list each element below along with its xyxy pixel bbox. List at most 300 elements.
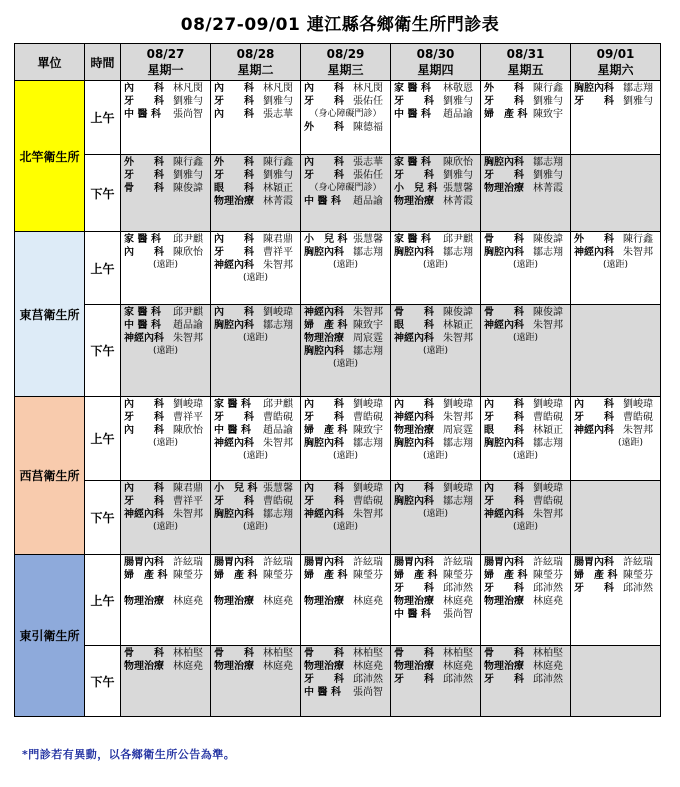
clinic-entry — [124, 569, 207, 582]
doctor-name: 劉峻瑋 — [173, 399, 203, 410]
doctor-name: 林庭堯 — [173, 661, 203, 672]
doctor-name: 張志華 — [353, 157, 383, 168]
day-header-0827 — [121, 44, 211, 81]
clinic-entry — [484, 569, 567, 582]
department: 家 醫 科 — [394, 83, 431, 94]
unit-name: 北竿衛生所 — [15, 81, 85, 232]
clinic-entry — [214, 569, 297, 582]
department: 胸腔內科 — [574, 83, 614, 94]
clinic-entry — [484, 182, 567, 195]
schedule-cell — [211, 81, 301, 155]
department: 神經內科 — [304, 307, 344, 318]
department: 小 兒 科 — [214, 483, 258, 494]
department: 物理治療 — [214, 661, 254, 672]
department: 牙 科 — [484, 674, 524, 685]
clinic-entry — [304, 673, 387, 686]
schedule-cell — [301, 305, 391, 397]
schedule-cell — [211, 232, 301, 305]
day-date: 08/29 — [326, 47, 365, 61]
schedule-row-xiju-am — [15, 397, 661, 481]
clinic-entry — [214, 195, 297, 208]
clinic-entry — [214, 424, 297, 437]
department: 婦 產 科 — [484, 570, 528, 581]
department: 腸胃內科 — [574, 557, 614, 568]
schedule-cell — [301, 155, 391, 232]
clinic-entry — [394, 156, 477, 169]
department: 牙 科 — [484, 96, 524, 107]
schedule-cell — [121, 155, 211, 232]
schedule-cell — [481, 81, 571, 155]
schedule-cell — [391, 155, 481, 232]
doctor-name: 張慧馨 — [443, 183, 473, 194]
department: 神經內科 — [214, 438, 254, 449]
clinic-entry — [484, 556, 567, 569]
doctor-name: 邱沛然 — [533, 674, 563, 685]
department: 物理治療 — [304, 596, 344, 607]
clinic-entry — [124, 495, 207, 508]
clinic-entry — [394, 95, 477, 108]
doctor-name: 陳瑩芬 — [353, 570, 383, 581]
clinic-entry — [214, 306, 297, 319]
clinic-entry — [304, 569, 387, 582]
unit-column-header: 單位 — [15, 44, 85, 81]
department: 外 科 — [304, 122, 344, 133]
department: 牙 科 — [214, 247, 254, 258]
schedule-cell — [481, 232, 571, 305]
day-date: 08/27 — [146, 47, 185, 61]
department: 內 科 — [214, 109, 254, 120]
department: 婦 產 科 — [484, 109, 528, 120]
period-morning: 上午 — [85, 555, 121, 646]
doctor-name: 林柏堅 — [263, 648, 293, 659]
clinic-entry — [394, 673, 477, 686]
department: 物理治療 — [124, 661, 164, 672]
clinic-entry — [304, 482, 387, 495]
clinic-entry — [484, 233, 567, 246]
doctor-name: 張志華 — [263, 109, 293, 120]
clinic-note: （身心障礙門診） — [309, 109, 382, 119]
clinic-entry — [124, 156, 207, 169]
schedule-cell — [391, 232, 481, 305]
day-weekday: 星期六 — [597, 63, 634, 77]
doctor-name: 曹皓硯 — [533, 496, 563, 507]
doctor-name: 周宸霆 — [443, 425, 473, 436]
clinic-entry — [394, 482, 477, 495]
doctor-name: 陳行鑫 — [533, 83, 563, 94]
clinic-entry — [214, 82, 297, 95]
clinic-entry — [484, 169, 567, 182]
clinic-entry — [394, 495, 477, 508]
doctor-name: 陳致宇 — [533, 109, 563, 120]
department: 骨 科 — [484, 307, 524, 318]
department: 外 科 — [124, 157, 164, 168]
schedule-row-dongyin-pm — [15, 646, 661, 717]
day-header-0901 — [571, 44, 661, 81]
clinic-entry — [574, 582, 657, 595]
schedule-cell — [481, 155, 571, 232]
department: 牙 科 — [304, 170, 344, 181]
clinic-note: (遠距) — [332, 522, 359, 532]
schedule-cell — [121, 397, 211, 481]
schedule-row-dongju-pm — [15, 305, 661, 397]
schedule-cell — [121, 305, 211, 397]
doctor-name: 朱智邦 — [443, 412, 473, 423]
clinic-note: (遠距) — [152, 260, 179, 270]
doctor-name: 陳瑩芬 — [623, 570, 653, 581]
doctor-name: 曹祥平 — [173, 412, 203, 423]
schedule-cell — [121, 481, 211, 555]
doctor-name: 劉雅勻 — [623, 96, 653, 107]
department: 物理治療 — [484, 183, 524, 194]
clinic-entry — [394, 108, 477, 121]
schedule-cell — [391, 555, 481, 646]
department: 牙 科 — [124, 96, 164, 107]
doctor-name: 趙品諭 — [263, 425, 293, 436]
department: 神經內科 — [124, 509, 164, 520]
doctor-name: 許絃瑞 — [533, 557, 563, 568]
schedule-cell — [391, 81, 481, 155]
department: 牙 科 — [214, 496, 254, 507]
department: 腸胃內科 — [484, 557, 524, 568]
department: 婦 產 科 — [304, 320, 348, 331]
clinic-note: (遠距) — [152, 438, 179, 448]
clinic-entry — [124, 319, 207, 332]
doctor-name: 劉雅勻 — [443, 170, 473, 181]
department: 腸胃內科 — [304, 557, 344, 568]
department: 腸胃內科 — [214, 557, 254, 568]
clinic-entry — [484, 482, 567, 495]
department: 物理治療 — [304, 661, 344, 672]
doctor-name: 鄒志翔 — [533, 157, 563, 168]
clinic-note: (遠距) — [332, 451, 359, 461]
department: 中 醫 科 — [394, 109, 431, 120]
department: 骨 科 — [394, 307, 434, 318]
department: 神經內科 — [214, 260, 254, 271]
clinic-entry — [214, 582, 297, 595]
schedule-cell — [391, 481, 481, 555]
clinic-entry — [574, 424, 657, 437]
doctor-name: 林柏堅 — [533, 648, 563, 659]
department: 物理治療 — [394, 661, 434, 672]
clinic-entry — [484, 495, 567, 508]
clinic-entry — [304, 306, 387, 319]
doctor-name: 林庭堯 — [263, 661, 293, 672]
department: 物理治療 — [304, 333, 344, 344]
doctor-name: 鄒志翔 — [533, 438, 563, 449]
doctor-name: 朱智邦 — [173, 333, 203, 344]
clinic-entry — [484, 156, 567, 169]
doctor-name: 邱尹麒 — [173, 234, 203, 245]
day-date: 09/01 — [596, 47, 635, 61]
schedule-cell — [571, 397, 661, 481]
doctor-name: 陳俊諱 — [173, 183, 203, 194]
schedule-cell — [571, 305, 661, 397]
clinic-note: (遠距) — [422, 509, 449, 519]
clinic-entry — [304, 508, 387, 521]
department: 內 科 — [304, 83, 344, 94]
period-afternoon: 下午 — [85, 646, 121, 717]
schedule-row-beigan-pm — [15, 155, 661, 232]
clinic-entry — [394, 306, 477, 319]
clinic-entry — [304, 121, 387, 134]
department: 神經內科 — [484, 320, 524, 331]
clinic-entry — [304, 437, 387, 450]
department: 內 科 — [214, 234, 254, 245]
doctor-name: 許絃瑞 — [623, 557, 653, 568]
clinic-entry — [484, 95, 567, 108]
department: 內 科 — [214, 307, 254, 318]
clinic-note: (遠距) — [422, 260, 449, 270]
clinic-entry — [304, 582, 387, 595]
department: 神經內科 — [304, 509, 344, 520]
clinic-entry — [484, 582, 567, 595]
department: 物理治療 — [394, 196, 434, 207]
department: 胸腔內科 — [304, 438, 344, 449]
doctor-name: 邱沛然 — [533, 583, 563, 594]
clinic-entry — [304, 332, 387, 345]
doctor-name: 鄒志翔 — [443, 438, 473, 449]
doctor-name: 張佑任 — [353, 96, 383, 107]
clinic-entry — [304, 411, 387, 424]
department: 牙 科 — [124, 412, 164, 423]
doctor-name: 鄒志翔 — [533, 247, 563, 258]
clinic-entry — [214, 398, 297, 411]
footnote: *門診若有異動，以各鄉衛生所公告為準。 — [22, 748, 236, 761]
department: 牙 科 — [304, 96, 344, 107]
department: 中 醫 科 — [304, 687, 341, 698]
clinic-entry — [304, 169, 387, 182]
schedule-cell — [571, 555, 661, 646]
doctor-name: 鄒志翔 — [443, 247, 473, 258]
doctor-name: 鄒志翔 — [443, 496, 473, 507]
doctor-name: 劉雅勻 — [263, 96, 293, 107]
schedule-cell — [211, 397, 301, 481]
clinic-entry — [304, 233, 387, 246]
clinic-entry — [304, 246, 387, 259]
doctor-name: 張慧馨 — [263, 483, 293, 494]
department: 骨 科 — [484, 648, 524, 659]
clinic-entry — [394, 608, 477, 621]
doctor-name: 朱智邦 — [533, 509, 563, 520]
clinic-entry — [484, 108, 567, 121]
schedule-cell — [121, 555, 211, 646]
schedule-cell — [211, 481, 301, 555]
schedule-cell — [571, 481, 661, 555]
doctor-name: 許絃瑞 — [353, 557, 383, 568]
department: 內 科 — [484, 483, 524, 494]
department: 牙 科 — [304, 496, 344, 507]
department: 外 科 — [214, 157, 254, 168]
department: 婦 產 科 — [214, 570, 258, 581]
doctor-name: 朱智邦 — [263, 260, 293, 271]
clinic-entry — [304, 686, 387, 699]
clinic-entry — [214, 437, 297, 450]
clinic-entry — [214, 482, 297, 495]
clinic-note: (遠距) — [512, 451, 539, 461]
schedule-cell — [301, 646, 391, 717]
department: 胸腔內科 — [304, 346, 344, 357]
clinic-entry — [484, 424, 567, 437]
department: 牙 科 — [304, 674, 344, 685]
doctor-name: 趙品諭 — [173, 320, 203, 331]
clinic-entry — [304, 82, 387, 95]
doctor-name: 朱智邦 — [353, 509, 383, 520]
schedule-cell — [211, 155, 301, 232]
department: 中 醫 科 — [124, 109, 161, 120]
doctor-name: 林庭堯 — [443, 661, 473, 672]
department: 眼 科 — [394, 320, 434, 331]
doctor-name: 朱智邦 — [353, 307, 383, 318]
clinic-entry — [124, 169, 207, 182]
day-weekday: 星期一 — [147, 63, 184, 77]
doctor-name: 林庭堯 — [533, 596, 563, 607]
clinic-entry — [214, 508, 297, 521]
doctor-name: 許絃瑞 — [443, 557, 473, 568]
clinic-entry — [214, 647, 297, 660]
clinic-note: (遠距) — [422, 346, 449, 356]
doctor-name: 陳行鑫 — [623, 234, 653, 245]
department: 家 醫 科 — [124, 307, 161, 318]
clinic-entry — [304, 647, 387, 660]
clinic-entry — [394, 319, 477, 332]
clinic-entry — [574, 233, 657, 246]
clinic-entry — [124, 246, 207, 259]
doctor-name: 林庭堯 — [533, 661, 563, 672]
doctor-name: 邱沛然 — [623, 583, 653, 594]
doctor-name: 周宸霆 — [353, 333, 383, 344]
clinic-entry — [124, 82, 207, 95]
department: 婦 產 科 — [574, 570, 618, 581]
clinic-entry — [304, 319, 387, 332]
doctor-name: 劉雅勻 — [533, 96, 563, 107]
department: 牙 科 — [214, 96, 254, 107]
clinic-entry — [394, 169, 477, 182]
doctor-name: 陳致宇 — [353, 425, 383, 436]
doctor-name: 陳瑩芬 — [173, 570, 203, 581]
doctor-name: 林菁霞 — [443, 196, 473, 207]
period-morning: 上午 — [85, 232, 121, 305]
doctor-name: 劉雅勻 — [173, 96, 203, 107]
clinic-entry — [394, 195, 477, 208]
clinic-entry — [394, 437, 477, 450]
department: 牙 科 — [124, 496, 164, 507]
clinic-entry — [574, 95, 657, 108]
doctor-name: 林柏堅 — [443, 648, 473, 659]
department: 家 醫 科 — [394, 234, 431, 245]
schedule-cell — [571, 155, 661, 232]
department: 婦 產 科 — [304, 570, 348, 581]
department: 物理治療 — [394, 425, 434, 436]
department: 骨 科 — [124, 648, 164, 659]
schedule-cell — [211, 555, 301, 646]
department: 骨 科 — [124, 183, 164, 194]
department: 內 科 — [394, 399, 434, 410]
department: 家 醫 科 — [394, 157, 431, 168]
doctor-name: 曹皓硯 — [353, 496, 383, 507]
doctor-name: 鄒志翔 — [263, 509, 293, 520]
doctor-name: 鄒志翔 — [353, 438, 383, 449]
clinic-entry — [394, 182, 477, 195]
clinic-entry — [124, 108, 207, 121]
clinic-note: (遠距) — [152, 346, 179, 356]
clinic-entry — [484, 508, 567, 521]
clinic-entry — [214, 495, 297, 508]
schedule-cell — [121, 81, 211, 155]
department: 胸腔內科 — [304, 247, 344, 258]
doctor-name: 鄒志翔 — [353, 346, 383, 357]
clinic-entry — [394, 424, 477, 437]
doctor-name: 陳瑩芬 — [263, 570, 293, 581]
clinic-entry — [124, 508, 207, 521]
day-date: 08/30 — [416, 47, 455, 61]
doctor-name: 林柏堅 — [353, 648, 383, 659]
doctor-name: 張慧馨 — [353, 234, 383, 245]
doctor-name: 邱沛然 — [443, 583, 473, 594]
doctor-name: 曹祥平 — [263, 247, 293, 258]
schedule-cell — [121, 646, 211, 717]
department: 牙 科 — [574, 583, 614, 594]
clinic-entry — [574, 82, 657, 95]
department: 牙 科 — [394, 96, 434, 107]
clinic-note: （身心障礙門診） — [309, 183, 382, 193]
clinic-entry — [214, 411, 297, 424]
department: 婦 產 科 — [304, 425, 348, 436]
clinic-entry — [214, 595, 297, 608]
clinic-note: (遠距) — [152, 522, 179, 532]
doctor-name: 林敬恩 — [443, 83, 473, 94]
clinic-entry — [304, 595, 387, 608]
doctor-name: 劉峻瑋 — [353, 483, 383, 494]
clinic-entry — [574, 411, 657, 424]
clinic-entry — [304, 345, 387, 358]
clinic-entry — [304, 556, 387, 569]
clinic-note: (遠距) — [617, 438, 643, 448]
clinic-entry — [394, 582, 477, 595]
schedule-cell — [301, 397, 391, 481]
doctor-name: 林庭堯 — [353, 596, 383, 607]
department: 神經內科 — [124, 333, 164, 344]
clinic-note: (遠距) — [602, 260, 629, 270]
doctor-name: 陳行鑫 — [263, 157, 293, 168]
department: 神經內科 — [484, 509, 524, 520]
day-date: 08/28 — [236, 47, 275, 61]
doctor-name: 陳欣怡 — [173, 247, 203, 258]
schedule-row-xiju-pm — [15, 481, 661, 555]
department: 物理治療 — [214, 596, 254, 607]
day-weekday: 星期二 — [237, 63, 274, 77]
clinic-entry — [124, 182, 207, 195]
department: 胸腔內科 — [484, 157, 524, 168]
clinic-entry — [394, 556, 477, 569]
doctor-name: 林菁霞 — [533, 183, 563, 194]
department: 牙 科 — [574, 412, 614, 423]
day-header-0830 — [391, 44, 481, 81]
clinic-entry — [484, 673, 567, 686]
department: 胸腔內科 — [484, 247, 524, 258]
clinic-entry — [214, 95, 297, 108]
clinic-entry — [124, 233, 207, 246]
schedule-cell — [571, 646, 661, 717]
clinic-entry — [484, 595, 567, 608]
period-afternoon: 下午 — [85, 305, 121, 397]
doctor-name: 林穎正 — [263, 183, 293, 194]
department: 牙 科 — [304, 412, 344, 423]
period-afternoon: 下午 — [85, 481, 121, 555]
clinic-entry — [394, 398, 477, 411]
clinic-entry — [304, 156, 387, 169]
doctor-name: 邱沛然 — [353, 674, 383, 685]
clinic-entry — [214, 169, 297, 182]
